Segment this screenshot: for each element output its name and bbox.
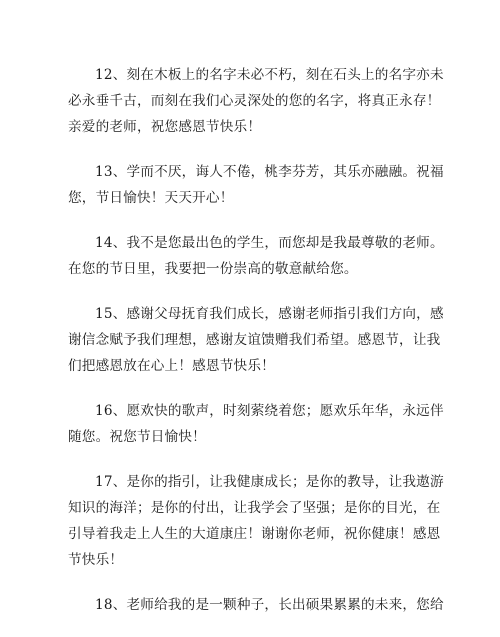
paragraph-line: 18、老师给我的是一颗种子，长出硕果累累的未来，您给 xyxy=(95,597,444,613)
paragraph-line: 谢信念赋予我们理想，感谢友谊馈赠我们希望。感恩节，让我 xyxy=(68,332,441,348)
paragraph-line: 在您的节日里，我要把一份崇高的敬意献给您。 xyxy=(68,261,358,277)
paragraph-line: 知识的海洋；是你的付出，让我学会了坚强；是你的目光，在 xyxy=(68,500,441,516)
paragraph-16 xyxy=(68,398,444,450)
paragraph-17 xyxy=(68,469,444,573)
paragraph-line: 节快乐！ xyxy=(68,552,124,568)
paragraph-line: 16、愿欢快的歌声，时刻萦绕着您；愿欢乐年华，永远伴 xyxy=(95,403,444,419)
paragraph-line: 引导着我走上人生的大道康庄！谢谢你老师，祝你健康！感恩 xyxy=(68,526,441,542)
paragraph-14 xyxy=(68,230,444,282)
paragraph-12 xyxy=(68,62,444,140)
paragraph-line: 14、我不是您最出色的学生，而您却是我最尊敬的老师。 xyxy=(95,235,444,251)
paragraph-line: 随您。祝您节日愉快！ xyxy=(68,429,206,445)
paragraph-line: 13、学而不厌，诲人不倦，桃李芬芳，其乐亦融融。祝福 xyxy=(95,164,444,180)
paragraph-line: 必永垂千古，而刻在我们心灵深处的您的名字，将真正永存！ xyxy=(68,93,441,109)
paragraph-line: 17、是你的指引，让我健康成长；是你的教导，让我遨游 xyxy=(95,474,444,490)
paragraph-line: 亲爱的老师，祝您感恩节快乐！ xyxy=(68,119,262,135)
paragraph-line: 们把感恩放在心上！感恩节快乐！ xyxy=(68,358,275,374)
paragraph-line: 15、感谢父母抚育我们成长，感谢老师指引我们方向，感 xyxy=(95,306,444,322)
paragraph-15 xyxy=(68,301,444,379)
paragraph-13 xyxy=(68,159,444,211)
paragraph-18 xyxy=(68,592,444,618)
document-body xyxy=(68,62,444,637)
paragraph-line: 您，节日愉快！天天开心！ xyxy=(68,190,234,206)
paragraph-line: 12、刻在木板上的名字未必不朽，刻在石头上的名字亦未 xyxy=(95,67,444,83)
